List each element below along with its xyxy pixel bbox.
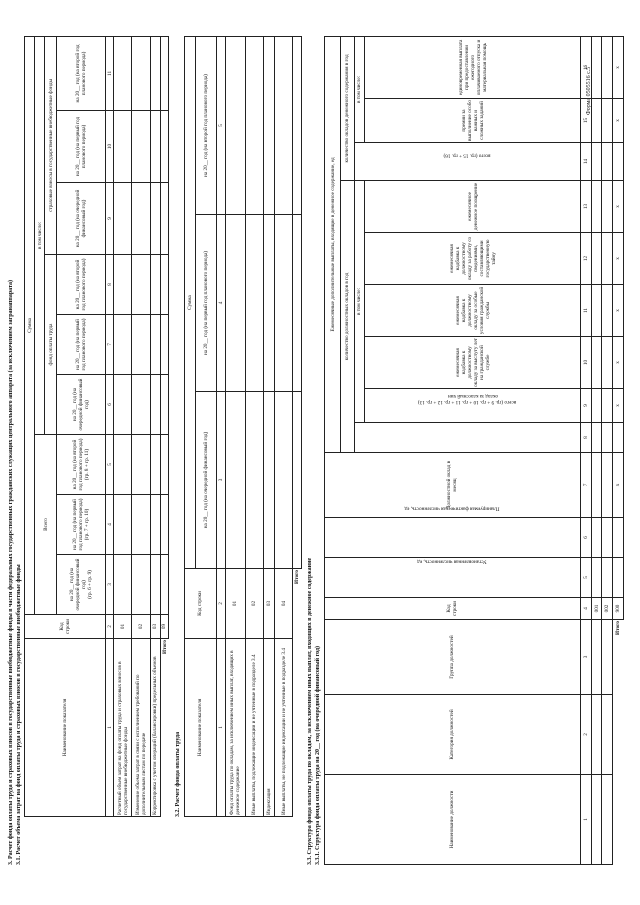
- t3-header-incl2: в том числе:: [354, 36, 365, 142]
- t2-row-code: 03: [263, 569, 274, 639]
- table-row: [602, 36, 613, 864]
- t1-cell[interactable]: [160, 183, 168, 255]
- t3-cell[interactable]: [591, 143, 602, 181]
- t3-cell[interactable]: [602, 695, 613, 775]
- t3-num: 14: [580, 143, 591, 181]
- t1-cell[interactable]: [114, 495, 132, 555]
- t3-cell[interactable]: [602, 337, 613, 389]
- table-3-2: [184, 36, 302, 817]
- t1-cell[interactable]: [150, 183, 160, 255]
- t3-num: 9: [580, 389, 591, 423]
- t2-num: 2: [216, 569, 225, 639]
- t3-total-label: всего (гр. 9 + гр. 10 + гр. 11 + гр. 12 + гр. 13): [418, 398, 517, 405]
- t3-cell[interactable]: [591, 423, 602, 453]
- t3-staff-label: Установленная численность, ед: [417, 558, 488, 565]
- t1-cell[interactable]: [150, 315, 160, 375]
- t1-cell[interactable]: [114, 255, 132, 315]
- t3-header-c: ежемесячная надбавка к должностному окладу за особые условия гражданской службы: [365, 285, 580, 337]
- t3-num: 2: [580, 695, 591, 775]
- t2-cell[interactable]: [293, 215, 302, 392]
- t2-cell[interactable]: [245, 392, 263, 569]
- t1-cell[interactable]: [114, 315, 132, 375]
- t3-header-total2: [354, 143, 580, 181]
- t1-cell[interactable]: [160, 36, 168, 110]
- t1-num: 6: [106, 375, 114, 435]
- t2-total-row: [293, 36, 302, 816]
- t3-num: 13: [580, 181, 591, 233]
- t2-number-row: [216, 36, 225, 816]
- t3-header-salary: Должностной оклад в месяц: [325, 453, 581, 518]
- t3-header-a: [365, 389, 580, 423]
- table-row: [245, 36, 263, 816]
- t1-header-incl: в том числе:: [35, 36, 45, 434]
- t3-header-group: Группа должностей: [325, 620, 581, 695]
- t1-cell[interactable]: [150, 495, 160, 555]
- t1-cell[interactable]: [114, 435, 132, 495]
- t1-number-row: [106, 36, 114, 816]
- t3-cell[interactable]: [602, 99, 613, 143]
- t1-num: 3: [106, 555, 114, 615]
- t3-cell[interactable]: [591, 233, 602, 285]
- t1-cell[interactable]: [114, 555, 132, 615]
- t3-x-mark: x: [613, 181, 624, 233]
- t3-cell[interactable]: [591, 518, 602, 558]
- table-row: [591, 36, 602, 864]
- t2-cell[interactable]: [275, 215, 293, 392]
- t1-ins-y3: на 20__ год (на второй год планового периода): [57, 36, 106, 110]
- heading-section-3-2: 3.2. Расчет фонда оплаты труда: [175, 731, 181, 817]
- t3-a-label: оклад за классный чин: [447, 392, 498, 399]
- t1-col-y1: [57, 555, 106, 615]
- t3-num: 8: [580, 423, 591, 453]
- t1-num: 7: [106, 315, 114, 375]
- t3-cell[interactable]: [602, 775, 613, 865]
- t3-header-d: ежемесячная надбавка к должностному окладу за работу со сведениями, составляющими государственную тайну: [365, 233, 580, 285]
- table-row: [114, 36, 132, 816]
- table-row: [132, 36, 150, 816]
- t2-row-name: Иные выплаты, не подлежащие индексации и не учтенные в подразделе 3.4: [275, 639, 293, 817]
- t3-cell[interactable]: [602, 181, 613, 233]
- t2-header-name: Наименование показателя: [185, 639, 217, 817]
- t2-cell[interactable]: [263, 392, 274, 569]
- t3-cell[interactable]: [602, 389, 613, 423]
- t3-x-mark: x: [613, 337, 624, 389]
- t3-row-code: 002: [602, 598, 613, 620]
- t1-total-label: Итого: [160, 639, 168, 817]
- t1-cell[interactable]: [160, 315, 168, 375]
- t1-cell[interactable]: [114, 183, 132, 255]
- t1-row-name: Расчетный объем затрат на фонд оплаты труда и страховых взносов в государственные внебюджетные фонды: [114, 639, 132, 817]
- t2-cell[interactable]: [245, 36, 263, 214]
- t3-cell[interactable]: [591, 36, 602, 98]
- t3-num: 1: [580, 775, 591, 865]
- t1-cell[interactable]: [150, 435, 160, 495]
- t3-cell[interactable]: [591, 695, 602, 775]
- heading-section-3: 3. Расчет фонда оплаты труда и страховых взносов в государственные внебюджетные фонды в части федеральных государственных гражданских служащих центрального аппарата (за исключением загранаппарата): [8, 279, 14, 865]
- t1-row-name: Корректировка с учетом операций (балансировки) предельных объемов: [150, 639, 160, 817]
- t3-cell[interactable]: [591, 389, 602, 423]
- t1-cell[interactable]: [132, 183, 150, 255]
- t3-header-plan: [325, 505, 581, 558]
- t1-header-total: Всего: [35, 435, 57, 615]
- t3-num: 12: [580, 233, 591, 285]
- t3-total2-label: всего (гр. 15 + гр. 16): [443, 152, 491, 159]
- t3-total-label-cell: Итого: [613, 620, 624, 865]
- t1-num: 4: [106, 495, 114, 555]
- t3-header-e: ежемесячное денежное поощрение: [365, 181, 580, 233]
- table-3-3-1: [324, 36, 624, 865]
- t2-col-y3: на 20__ год (на второй год планового периода): [196, 36, 216, 214]
- t3-num: 16: [580, 36, 591, 98]
- t3-header-b: ежемесячная надбавка к должностному окладу за выслугу лет на гражданской службе: [365, 337, 580, 389]
- heading-section-3-3-1: 3.3.1. Структура фонда оплаты труда на 20__ год (на очередной финансовый год): [315, 645, 321, 865]
- t1-cell[interactable]: [132, 36, 150, 110]
- table-row: [225, 36, 245, 816]
- t2-row-code: 02: [245, 569, 263, 639]
- t3-cell[interactable]: [613, 423, 624, 453]
- t1-y3-formula: (гр. 8 + гр. 11): [84, 448, 91, 481]
- t1-fot-y1: на 20__ год (на очередной финансовый год): [57, 375, 106, 435]
- t1-cell[interactable]: [160, 435, 168, 495]
- t3-num: 7: [580, 453, 591, 518]
- t1-num: 2: [106, 615, 114, 639]
- table-row: [150, 36, 160, 816]
- t1-header-insurance: страховые взносы в государственные внебюджетные фонды: [45, 36, 57, 254]
- t1-header-sum: Сумма: [25, 36, 35, 614]
- t1-fot-y2: на 20__ год (на первый год планового периода): [57, 315, 106, 375]
- t2-cell[interactable]: [293, 392, 302, 569]
- t3-row-code: 001: [591, 598, 602, 620]
- t2-col-y1: на 20__ год (на очередной финансовый год): [196, 392, 216, 569]
- t2-num: 5: [216, 36, 225, 214]
- t3-x-mark: x: [613, 36, 624, 98]
- t3-header-total: [354, 398, 580, 453]
- t3-cell[interactable]: [591, 775, 602, 865]
- t1-cell[interactable]: [132, 315, 150, 375]
- t3-cell[interactable]: [602, 620, 613, 695]
- t3-num: 15: [580, 99, 591, 143]
- t3-num: 3: [580, 620, 591, 695]
- t3-number-row: [580, 36, 591, 864]
- t1-cell[interactable]: [132, 555, 150, 615]
- t3-total-code: 900: [613, 598, 624, 620]
- t3-num: 4: [580, 598, 591, 620]
- t1-header-code: Код строки: [25, 615, 106, 639]
- t3-num: 6: [580, 518, 591, 558]
- t3-cell[interactable]: [602, 423, 613, 453]
- t1-col-y3: [57, 435, 106, 495]
- t1-total-row: [160, 36, 168, 816]
- t3-header-code: Код строки: [325, 598, 581, 620]
- t1-num: 10: [106, 111, 114, 183]
- t3-num: 5: [580, 558, 591, 598]
- t1-ins-y1: на 20__ год (на очередной финансовый год): [57, 183, 106, 255]
- t3-x-mark: x: [613, 285, 624, 337]
- t2-cell[interactable]: [293, 36, 302, 214]
- t3-cell[interactable]: [591, 453, 602, 518]
- t2-num: 4: [216, 215, 225, 392]
- t3-header-allowances: Ежемесячные дополнительные выплаты, входящие в денежное содержание, ед: [325, 36, 341, 452]
- t1-col-y2: [57, 495, 106, 555]
- t1-cell[interactable]: [132, 435, 150, 495]
- t1-row-code: 01: [114, 615, 132, 639]
- t1-num: 9: [106, 183, 114, 255]
- table-row: [275, 36, 293, 816]
- t1-fot-y3: на 20__ год (на второй год планового периода): [57, 255, 106, 315]
- t1-cell[interactable]: [160, 555, 168, 615]
- t3-cell[interactable]: [602, 453, 613, 518]
- t1-header-fot: фонд оплаты труда: [45, 255, 57, 435]
- t1-cell[interactable]: [160, 255, 168, 315]
- t3-header-staff: [325, 558, 581, 598]
- t2-num: 3: [216, 392, 225, 569]
- t2-total-label: Итого: [293, 569, 302, 817]
- t3-x-mark: x: [613, 453, 624, 518]
- t1-num: 8: [106, 255, 114, 315]
- t1-cell[interactable]: [132, 375, 150, 435]
- t2-cell[interactable]: [275, 36, 293, 214]
- t1-cell[interactable]: [160, 111, 168, 183]
- t2-row-code: 04: [275, 569, 293, 639]
- t2-cell[interactable]: [225, 36, 245, 214]
- t3-plan-label: Планируемая фактическая численность, ед: [404, 505, 500, 512]
- t1-cell[interactable]: [160, 375, 168, 435]
- t1-total-code: 09: [160, 615, 168, 639]
- t3-x-mark: x: [613, 389, 624, 423]
- t2-header-code: Код строки: [185, 569, 217, 639]
- t3-header-f: премии за выполнение особо важных и сложных заданий: [365, 99, 580, 143]
- t1-y2-formula: (гр. 7 + гр. 10): [84, 508, 91, 541]
- t2-cell[interactable]: [225, 215, 245, 392]
- t1-row-name: Изменение объема затрат в связи с исполнением требований по дополнительным листам по передаче: [132, 639, 150, 817]
- t3-header-category: Категория должностей: [325, 695, 581, 775]
- t1-cell[interactable]: [150, 36, 160, 110]
- t2-header-sum: Сумма: [185, 36, 196, 568]
- t2-cell[interactable]: [263, 215, 274, 392]
- t2-cell[interactable]: [225, 392, 245, 569]
- t2-cell[interactable]: [245, 215, 263, 392]
- t1-cell[interactable]: [150, 555, 160, 615]
- t1-num: 5: [106, 435, 114, 495]
- t1-cell[interactable]: [160, 495, 168, 555]
- t3-num: 10: [580, 337, 591, 389]
- t1-cell[interactable]: [132, 255, 150, 315]
- t2-cell[interactable]: [263, 36, 274, 214]
- t2-row-code: 01: [225, 569, 245, 639]
- t2-row-name: Фонд оплаты труда по окладам, за исключением иных выплат, входящих в денежное содержание: [225, 639, 245, 817]
- t3-num: 11: [580, 285, 591, 337]
- t1-y2-label: на 20__ год (на первый год планового периода): [72, 498, 85, 551]
- t1-y3-label: на 20__ год (на второй год планового периода): [72, 438, 85, 491]
- form-label: Форма 0505516 с.5: [586, 66, 592, 115]
- t1-cell[interactable]: [132, 495, 150, 555]
- t3-x-mark: x: [613, 233, 624, 285]
- t3-cell[interactable]: [591, 181, 602, 233]
- t3-cell[interactable]: [591, 99, 602, 143]
- t1-cell[interactable]: [114, 111, 132, 183]
- t1-cell[interactable]: [150, 375, 160, 435]
- t3-cell[interactable]: [602, 558, 613, 598]
- heading-section-3-3: 3.3. Структура фонда оплаты труда по окладам, за исключением иных выплат, входящих в денежное содержание: [307, 557, 313, 865]
- t1-cell[interactable]: [132, 111, 150, 183]
- t2-cell[interactable]: [275, 392, 293, 569]
- t1-ins-y2: на 20__ год (на первый год планового периода): [57, 111, 106, 183]
- table-3-1: [24, 36, 169, 817]
- t3-cell[interactable]: [602, 233, 613, 285]
- t3-cell[interactable]: [602, 285, 613, 337]
- t1-y1-label: на 20__ год (на очередной финансовый год): [69, 558, 88, 611]
- t3-cell[interactable]: [591, 620, 602, 695]
- t3-cell[interactable]: [602, 143, 613, 181]
- t1-num: 1: [106, 639, 114, 817]
- table-row: [263, 36, 274, 816]
- t3-header-g: единовременная выплата при предоставлении ежегодного оплачиваемого отпуска и материальная помощь: [365, 36, 580, 98]
- heading-section-3-1: 3.1. Расчет объема затрат на фонд оплаты труда и страховых взносов в государственные внебюджетные фонды: [16, 564, 22, 865]
- t3-header-qty2: количество окладов денежного содержания в год: [341, 36, 354, 180]
- t1-num: 11: [106, 36, 114, 110]
- t1-header-name: Наименование показателя: [25, 639, 106, 817]
- t3-cell[interactable]: [613, 558, 624, 598]
- t3-cell[interactable]: [613, 518, 624, 558]
- t3-cell[interactable]: [613, 143, 624, 181]
- t1-row-code: 02: [132, 615, 150, 639]
- t3-x-mark: x: [613, 99, 624, 143]
- t3-cell[interactable]: [602, 36, 613, 98]
- t3-cell[interactable]: [602, 518, 613, 558]
- t1-cell[interactable]: [114, 375, 132, 435]
- t2-row-name: Иные выплаты, подлежащие индексации и не учтенные в подразделе 3.4: [245, 639, 263, 817]
- t1-cell[interactable]: [114, 36, 132, 110]
- t3-header-qty: количество должностных окладов в год: [341, 181, 354, 453]
- t3-header-position: Наименование должности: [325, 775, 581, 865]
- t2-col-y2: на 20__ год (на первый год планового периода): [196, 215, 216, 392]
- t3-cell[interactable]: [591, 285, 602, 337]
- t1-cell[interactable]: [150, 255, 160, 315]
- t3-cell[interactable]: [591, 337, 602, 389]
- t3-header-incl: в том числе:: [354, 181, 365, 423]
- t1-cell[interactable]: [150, 111, 160, 183]
- t3-cell[interactable]: [591, 558, 602, 598]
- t1-row-code: 03: [150, 615, 160, 639]
- t1-y1-formula: (гр. 6 + гр. 9): [87, 570, 94, 599]
- t2-row-name: Индексация: [263, 639, 274, 817]
- t2-num: 1: [216, 639, 225, 817]
- t3-total-row: [613, 36, 624, 864]
